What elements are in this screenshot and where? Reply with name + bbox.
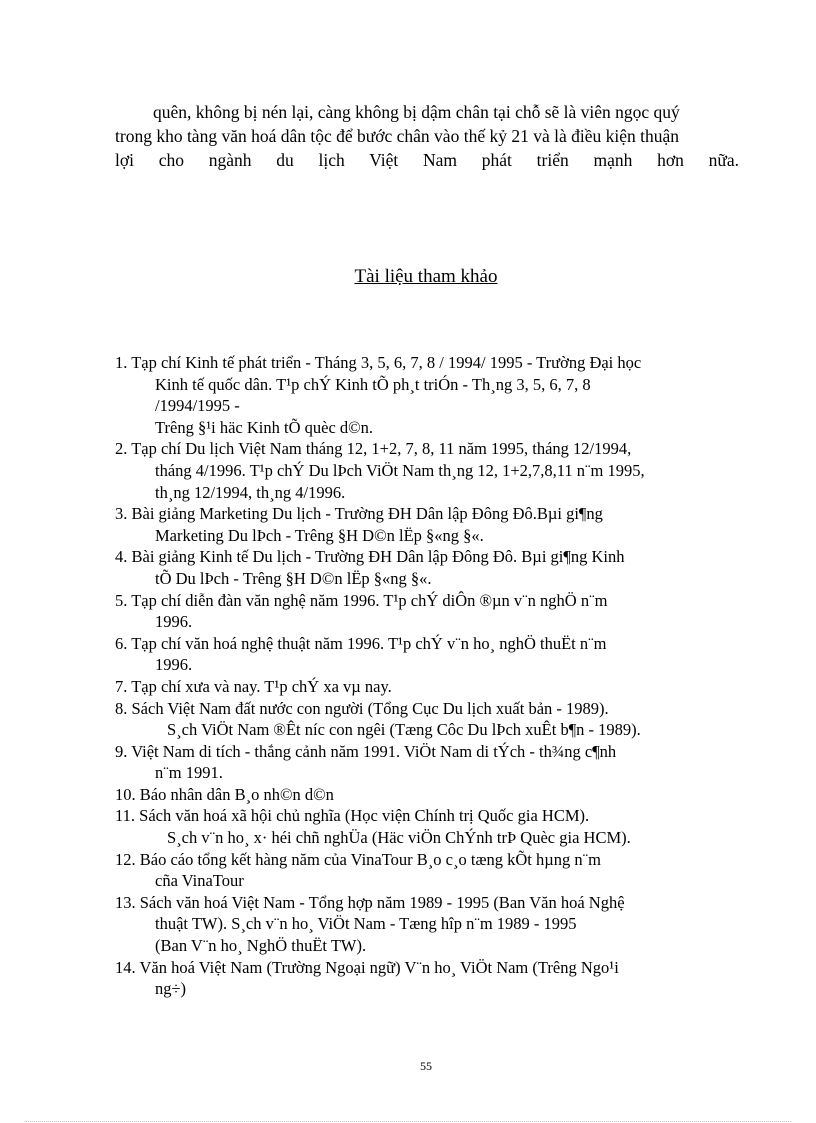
reference-line: 4. Bài giảng Kinh tế Du lịch - Trường ĐH Dân lập Đông Đô. Bµi gi¶ng Kinh [115, 547, 625, 567]
reference-item [115, 590, 755, 633]
reference-item [115, 741, 755, 784]
reference-item [115, 546, 755, 589]
reference-item [115, 352, 755, 438]
reference-line: th¸ng 12/1994, th¸ng 4/1996. [155, 482, 346, 502]
reference-line: 1996. [155, 655, 193, 675]
reference-line: thuật TW). S¸ch v¨n ho¸ ViÖt Nam - Tæng hîp n¨m 1989 - 1995 [155, 914, 577, 934]
reference-line: 11. Sách văn hoá xã hội chủ nghĩa (Học viện Chính trị Quốc gia HCM). [115, 806, 590, 826]
reference-line: 10. Báo nhân dân B¸o nh©n d©n [115, 784, 334, 804]
reference-line: tháng 4/1996. T¹p chÝ Du lÞch ViÖt Nam th¸ng 12, 1+2,7,8,11 n¨m 1995, [155, 460, 645, 480]
reference-line: cña VinaTour [155, 871, 244, 891]
intro-paragraph [115, 100, 739, 172]
reference-item [115, 503, 755, 546]
reference-item [115, 957, 755, 1000]
references-heading: Tài liệu tham khảo [354, 266, 498, 287]
references-list [115, 352, 755, 1000]
reference-line: Trêng §¹i häc Kinh tÕ quèc d©n. [155, 417, 374, 437]
reference-line: 3. Bài giảng Marketing Du lịch - Trường ĐH Dân lập Đông Đô.Bµi gi¶ng [115, 504, 603, 524]
reference-line: 7. Tạp chí xưa và nay. T¹p chÝ xa vµ nay. [115, 676, 392, 696]
reference-item [115, 438, 755, 503]
reference-item [115, 805, 755, 848]
paragraph-line: trong kho tàng văn hoá dân tộc để bước chân vào thế kỷ 21 và là điều kiện thuận [115, 126, 679, 146]
reference-line: 12. Báo cáo tổng kết hàng năm của VinaTour B¸o c¸o tæng kÕt hµng n¨m [115, 849, 601, 869]
page-number: 55 [420, 1059, 432, 1073]
reference-line: 13. Sách văn hoá Việt Nam - Tổng hợp năm 1989 - 1995 (Ban Văn hoá Nghệ [115, 892, 625, 912]
reference-item [115, 676, 755, 698]
reference-line: 9. Việt Nam di tích - thắng cảnh năm 1991. ViÖt Nam di tÝch - th¾ng c¶nh [115, 741, 617, 761]
reference-line: (Ban V¨n ho¸ NghÖ thuËt TW). [155, 936, 367, 956]
reference-line: Marketing Du lÞch - Trêng §H D©n lËp §«ng §«. [155, 525, 484, 545]
reference-line: 14. Văn hoá Việt Nam (Trường Ngoại ngữ) V¨n ho¸ ViÖt Nam (Trêng Ngo¹i [115, 957, 619, 977]
reference-item [115, 633, 755, 676]
page-bottom-rule [25, 1121, 791, 1122]
reference-line: 5. Tạp chí diễn đàn văn nghệ năm 1996. T¹p chÝ diÔn ®µn v¨n nghÖ n¨m [115, 590, 608, 610]
reference-item [115, 784, 755, 806]
reference-line: tÕ Du lÞch - Trêng §H D©n lËp §«ng §«. [155, 568, 432, 588]
reference-line: S¸ch v¨n ho¸ x· héi chñ nghÜa (Häc viÖn ChÝnh trÞ Quèc gia HCM). [167, 828, 631, 848]
reference-line: 6. Tạp chí văn hoá nghệ thuật năm 1996. T¹p chÝ v¨n ho¸ nghÖ thuËt n¨m [115, 633, 607, 653]
reference-item [115, 849, 755, 892]
reference-line: /1994/1995 - [155, 396, 240, 416]
paragraph-line: quên, không bị nén lại, càng không bị dậm chân tại chỗ sẽ là viên ngọc quý [153, 102, 680, 122]
paragraph-line: lợi cho ngành du lịch Việt Nam phát triển mạnh hơn nữa. [115, 150, 739, 170]
reference-line: S¸ch ViÖt Nam ®Êt níc con ngêi (Tæng Côc Du lÞch xuÊt b¶n - 1989). [167, 720, 641, 740]
reference-item [115, 698, 755, 741]
reference-line: 1. Tạp chí Kinh tế phát triển - Tháng 3, 5, 6, 7, 8 / 1994/ 1995 - Trường Đại học [115, 353, 642, 372]
reference-line: 2. Tạp chí Du lịch Việt Nam tháng 12, 1+2, 7, 8, 11 năm 1995, tháng 12/1994, [115, 439, 632, 459]
reference-line: ng÷) [155, 979, 187, 999]
reference-item [115, 892, 755, 957]
reference-line: n¨m 1991. [155, 763, 223, 783]
reference-line: 1996. [155, 612, 193, 632]
reference-line: Kinh tế quốc dân. T¹p chÝ Kinh tÕ ph¸t triÓn - Th¸ng 3, 5, 6, 7, 8 [155, 374, 591, 394]
reference-line: 8. Sách Việt Nam đất nước con người (Tổng Cục Du lịch xuất bản - 1989). [115, 698, 609, 718]
